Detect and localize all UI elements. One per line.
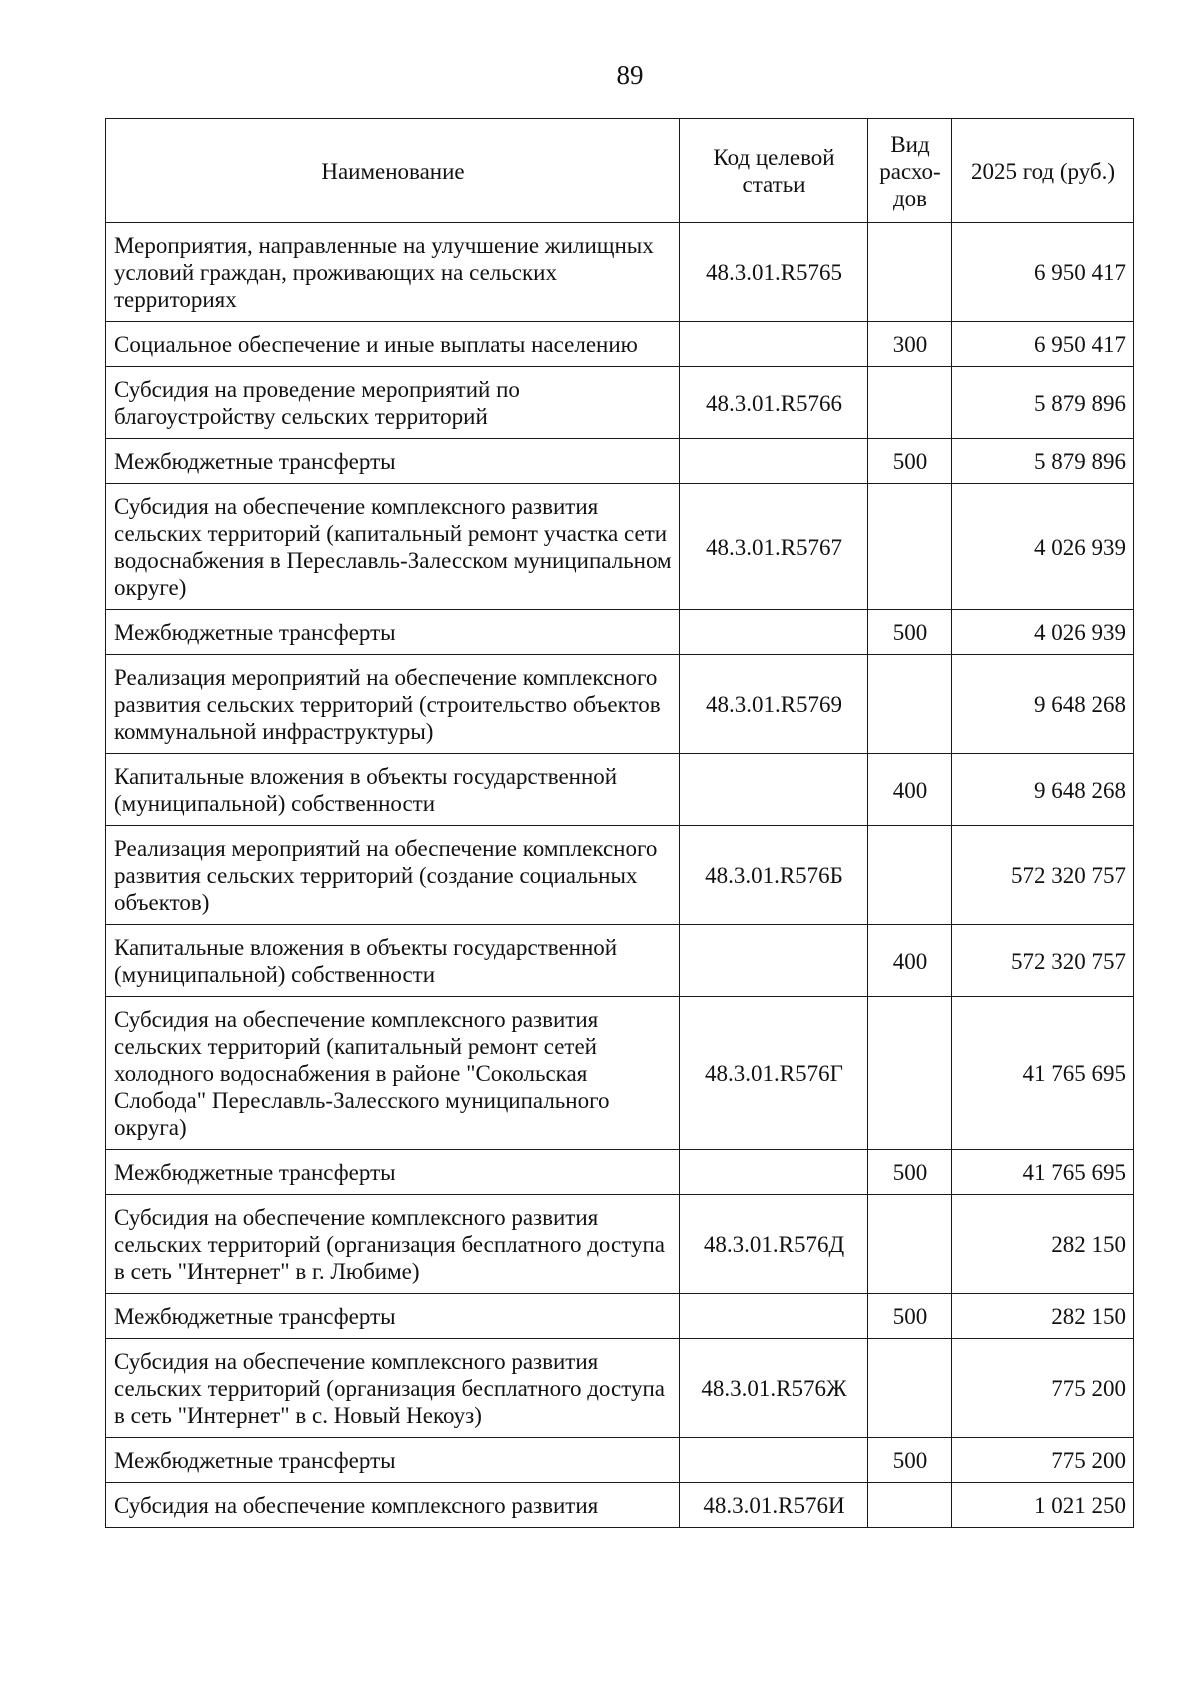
row-name-cell: Межбюджетные трансферты bbox=[106, 439, 680, 484]
header-amount: 2025 год (руб.) bbox=[952, 119, 1134, 223]
row-code-cell: 48.3.01.R5766 bbox=[680, 367, 868, 439]
row-name-cell: Капитальные вложения в объекты государственной (муниципальной) собственности bbox=[106, 925, 680, 997]
row-type-cell: 500 bbox=[868, 1150, 952, 1195]
row-type-cell: 400 bbox=[868, 925, 952, 997]
header-code: Код целевой статьи bbox=[680, 119, 868, 223]
table-row bbox=[106, 223, 1134, 322]
table-row bbox=[106, 1483, 1134, 1528]
row-type-cell bbox=[868, 1339, 952, 1438]
row-name-cell: Субсидия на обеспечение комплексного развития сельских территорий (организация бесплатного доступа в сеть "Интернет" в г. Любиме) bbox=[106, 1195, 680, 1294]
row-code-cell bbox=[680, 754, 868, 826]
row-amount-cell: 41 765 695 bbox=[952, 997, 1134, 1150]
row-name-cell: Межбюджетные трансферты bbox=[106, 1150, 680, 1195]
table-row bbox=[106, 1150, 1134, 1195]
row-amount-cell: 5 879 896 bbox=[952, 367, 1134, 439]
table-row bbox=[106, 754, 1134, 826]
row-amount-cell: 6 950 417 bbox=[952, 322, 1134, 367]
row-code-cell: 48.3.01.R576Б bbox=[680, 826, 868, 925]
row-name-cell: Реализация мероприятий на обеспечение комплексного развития сельских территорий (создание социальных объектов) bbox=[106, 826, 680, 925]
row-code-cell: 48.3.01.R5767 bbox=[680, 484, 868, 610]
table-header bbox=[106, 119, 1134, 223]
row-code-cell bbox=[680, 1150, 868, 1195]
header-name: Наименование bbox=[106, 119, 680, 223]
row-code-cell bbox=[680, 1438, 868, 1483]
row-name-cell: Субсидия на обеспечение комплексного развития сельских территорий (капитальный ремонт сетей холодного водоснабжения в районе "Сокольская Слобода" Переславль-Залесского муниципального округа) bbox=[106, 997, 680, 1150]
row-name-cell: Межбюджетные трансферты bbox=[106, 610, 680, 655]
row-amount-cell: 775 200 bbox=[952, 1339, 1134, 1438]
table-row bbox=[106, 439, 1134, 484]
table-body bbox=[106, 223, 1134, 1528]
row-name-cell: Реализация мероприятий на обеспечение комплексного развития сельских территорий (строительство объектов коммунальной инфраструктуры) bbox=[106, 655, 680, 754]
row-amount-cell: 282 150 bbox=[952, 1195, 1134, 1294]
row-type-cell bbox=[868, 1483, 952, 1528]
row-code-cell bbox=[680, 925, 868, 997]
budget-table bbox=[105, 118, 1134, 1528]
row-name-cell: Межбюджетные трансферты bbox=[106, 1294, 680, 1339]
row-code-cell: 48.3.01.R576И bbox=[680, 1483, 868, 1528]
table-row bbox=[106, 1294, 1134, 1339]
row-amount-cell: 572 320 757 bbox=[952, 925, 1134, 997]
row-code-cell: 48.3.01.R5769 bbox=[680, 655, 868, 754]
row-amount-cell: 4 026 939 bbox=[952, 484, 1134, 610]
row-code-cell bbox=[680, 322, 868, 367]
row-type-cell: 500 bbox=[868, 610, 952, 655]
row-code-cell: 48.3.01.R576Ж bbox=[680, 1339, 868, 1438]
row-code-cell bbox=[680, 1294, 868, 1339]
row-name-cell: Субсидия на проведение мероприятий по благоустройству сельских территорий bbox=[106, 367, 680, 439]
row-type-cell: 500 bbox=[868, 1438, 952, 1483]
row-amount-cell: 9 648 268 bbox=[952, 754, 1134, 826]
row-code-cell: 48.3.01.R576Д bbox=[680, 1195, 868, 1294]
row-name-cell: Капитальные вложения в объекты государственной (муниципальной) собственности bbox=[106, 754, 680, 826]
row-amount-cell: 282 150 bbox=[952, 1294, 1134, 1339]
row-type-cell bbox=[868, 484, 952, 610]
page-number: 89 bbox=[616, 60, 644, 90]
table-row bbox=[106, 655, 1134, 754]
row-type-cell: 500 bbox=[868, 1294, 952, 1339]
row-name-cell: Субсидия на обеспечение комплексного развития сельских территорий (организация бесплатного доступа в сеть "Интернет" в с. Новый Некоуз) bbox=[106, 1339, 680, 1438]
row-type-cell bbox=[868, 367, 952, 439]
row-name-cell: Мероприятия, направленные на улучшение жилищных условий граждан, проживающих на сельских территориях bbox=[106, 223, 680, 322]
row-type-cell bbox=[868, 1195, 952, 1294]
row-name-cell: Межбюджетные трансферты bbox=[106, 1438, 680, 1483]
table-row bbox=[106, 367, 1134, 439]
row-code-cell: 48.3.01.R576Г bbox=[680, 997, 868, 1150]
row-type-cell bbox=[868, 223, 952, 322]
row-type-cell: 300 bbox=[868, 322, 952, 367]
row-amount-cell: 5 879 896 bbox=[952, 439, 1134, 484]
row-name-cell: Субсидия на обеспечение комплексного развития bbox=[106, 1483, 680, 1528]
table-row bbox=[106, 610, 1134, 655]
row-type-cell bbox=[868, 826, 952, 925]
table-row bbox=[106, 1195, 1134, 1294]
row-amount-cell: 41 765 695 bbox=[952, 1150, 1134, 1195]
row-amount-cell: 1 021 250 bbox=[952, 1483, 1134, 1528]
table-row bbox=[106, 826, 1134, 925]
row-name-cell: Субсидия на обеспечение комплексного развития сельских территорий (капитальный ремонт участка сети водоснабжения в Переславль-Залесском муниципальном округе) bbox=[106, 484, 680, 610]
table-row bbox=[106, 1339, 1134, 1438]
row-amount-cell: 6 950 417 bbox=[952, 223, 1134, 322]
row-type-cell bbox=[868, 997, 952, 1150]
row-type-cell bbox=[868, 655, 952, 754]
header-row bbox=[106, 119, 1134, 223]
header-type: Вид расхо-дов bbox=[868, 119, 952, 223]
table-row bbox=[106, 484, 1134, 610]
table-row bbox=[106, 997, 1134, 1150]
row-amount-cell: 775 200 bbox=[952, 1438, 1134, 1483]
row-amount-cell: 4 026 939 bbox=[952, 610, 1134, 655]
row-code-cell: 48.3.01.R5765 bbox=[680, 223, 868, 322]
row-code-cell bbox=[680, 439, 868, 484]
row-type-cell: 400 bbox=[868, 754, 952, 826]
row-amount-cell: 572 320 757 bbox=[952, 826, 1134, 925]
row-type-cell: 500 bbox=[868, 439, 952, 484]
row-name-cell: Социальное обеспечение и иные выплаты населению bbox=[106, 322, 680, 367]
table-row bbox=[106, 1438, 1134, 1483]
row-amount-cell: 9 648 268 bbox=[952, 655, 1134, 754]
table-row bbox=[106, 925, 1134, 997]
table-row bbox=[106, 322, 1134, 367]
row-code-cell bbox=[680, 610, 868, 655]
